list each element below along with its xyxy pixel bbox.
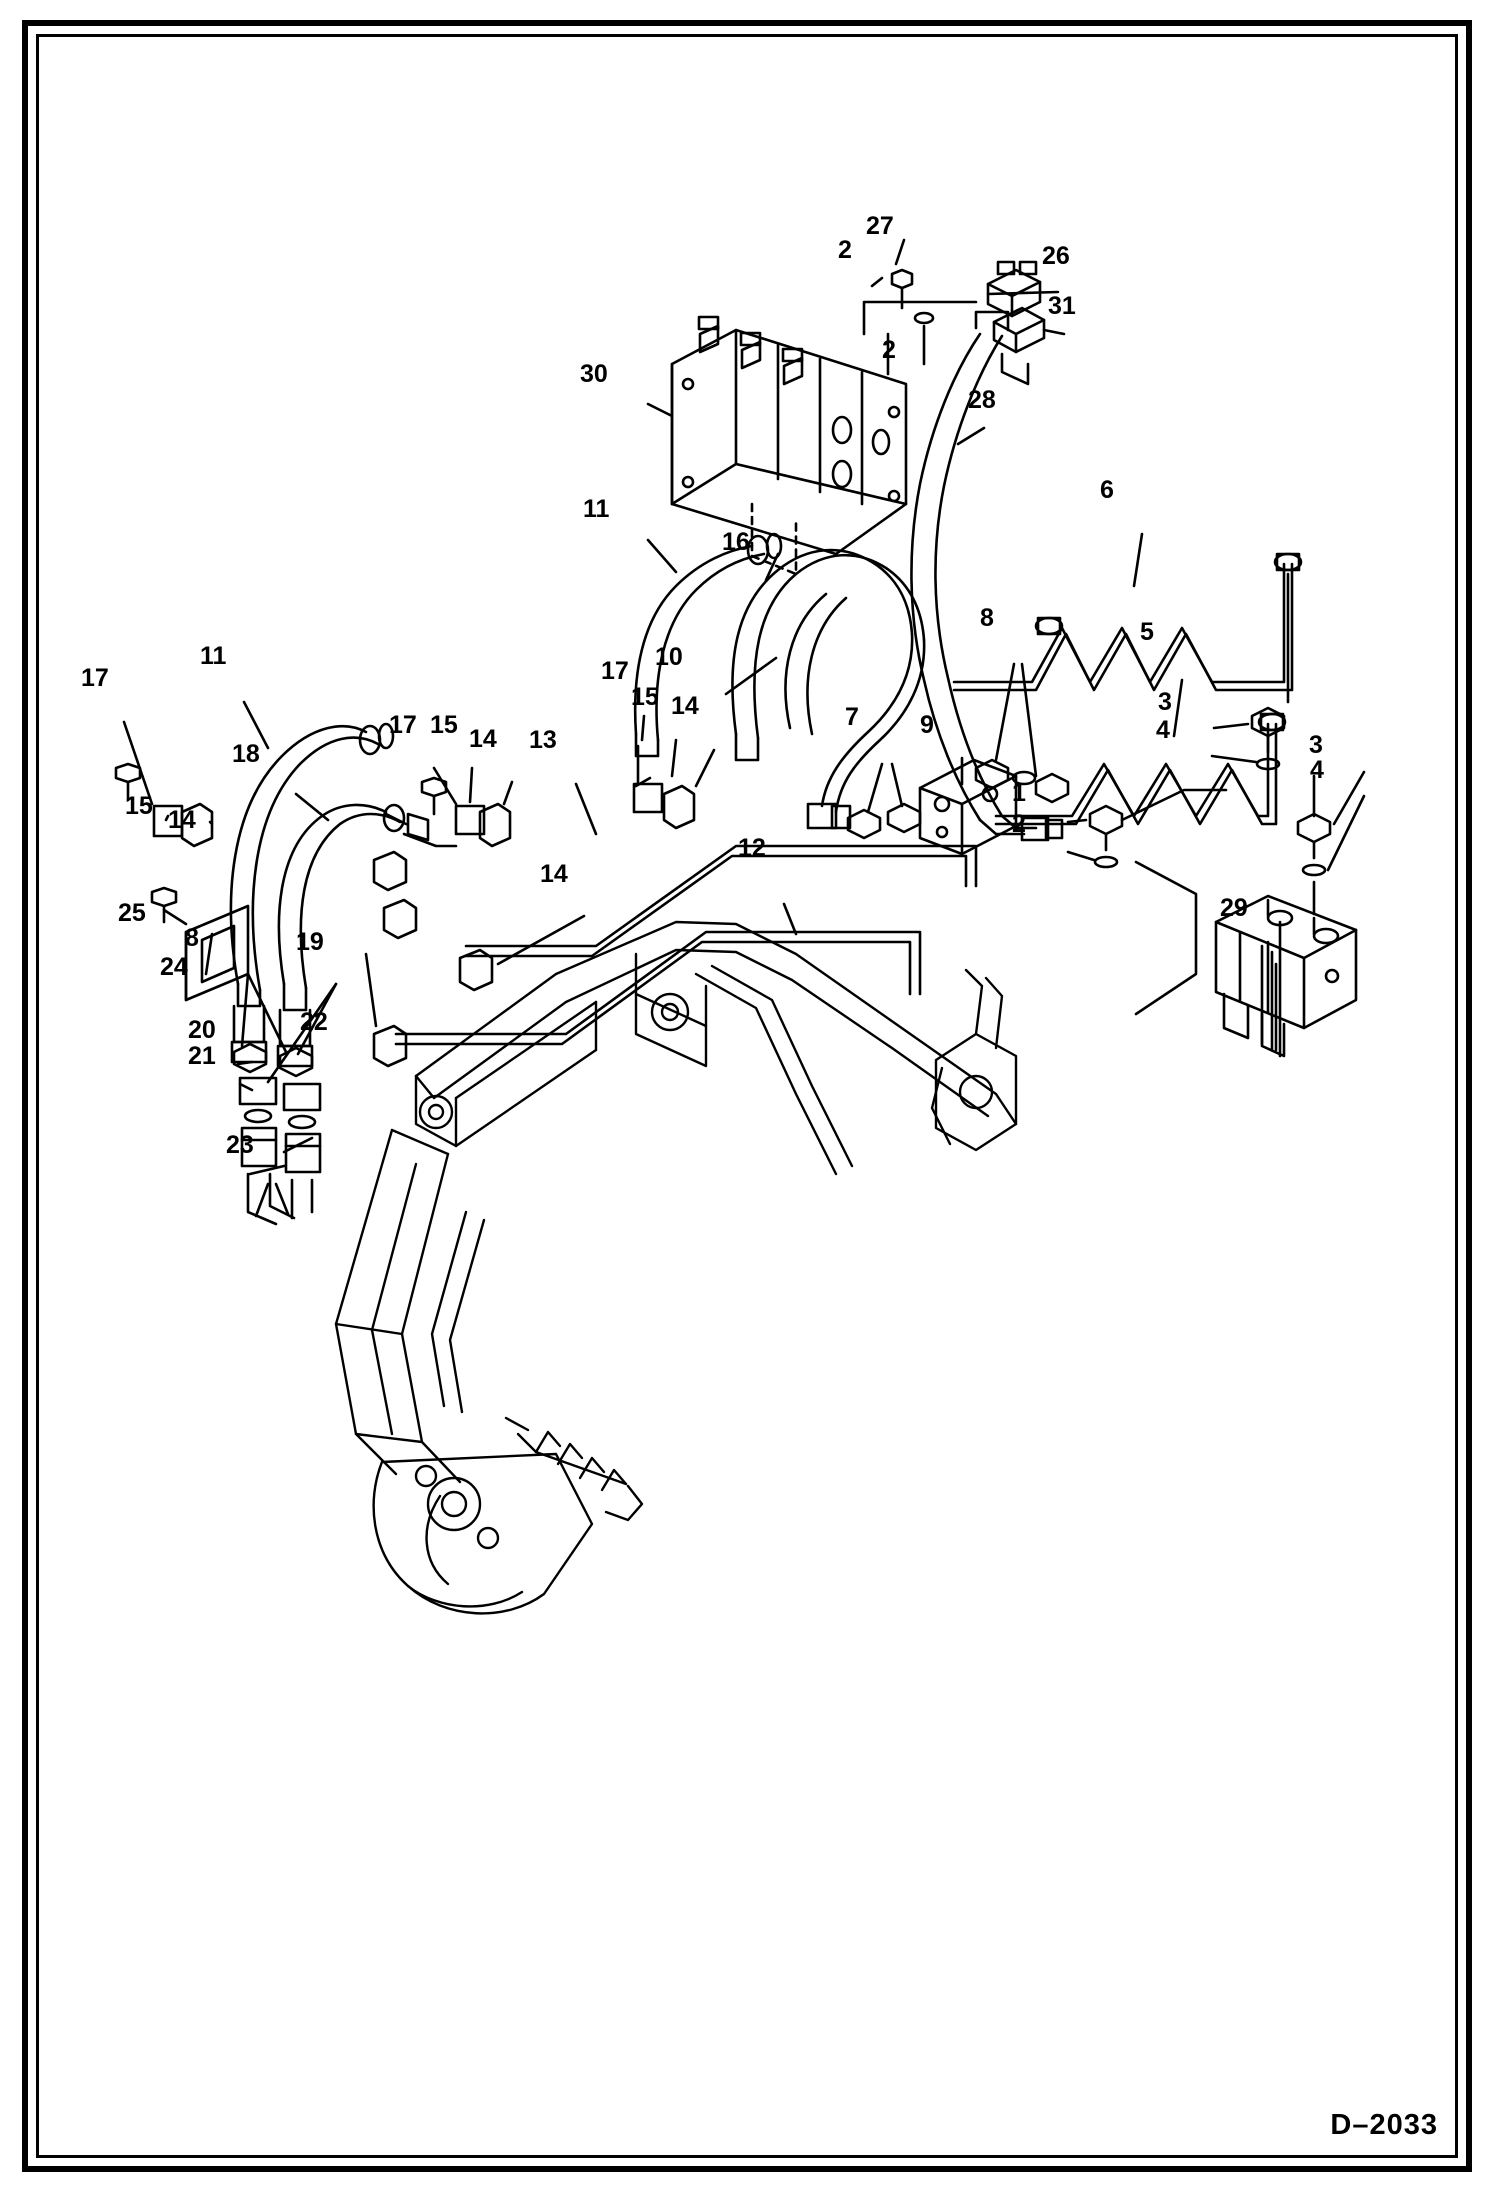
diagram-artwork	[36, 34, 1458, 2158]
leader-6	[1134, 534, 1142, 586]
clamp-set-b	[456, 804, 510, 846]
leader-8b	[242, 974, 248, 1046]
clamp-set-a	[634, 746, 694, 828]
callout-8b: 8	[185, 924, 199, 952]
callout-3a: 3	[1158, 688, 1172, 716]
leader-5	[1174, 680, 1182, 736]
callout-2c: 2	[1012, 810, 1026, 838]
leader-12	[784, 904, 796, 934]
callout-24: 24	[160, 953, 188, 981]
clamp-e	[374, 1026, 406, 1066]
callout-14a: 14	[671, 692, 699, 720]
boom-arm-assembly	[336, 922, 1016, 1613]
callout-25: 25	[118, 899, 146, 927]
callout-5: 5	[1140, 618, 1154, 646]
callout-2: 2	[838, 236, 852, 264]
clamp-f	[374, 852, 416, 938]
callout-23: 23	[226, 1131, 254, 1159]
callout-14c: 14	[168, 806, 196, 834]
callout-27: 27	[866, 212, 894, 240]
callout-13: 13	[529, 726, 557, 754]
callout-16: 16	[722, 528, 750, 556]
tube-6	[954, 554, 1301, 690]
callout-11a: 11	[583, 495, 610, 523]
callout-26: 26	[1042, 242, 1070, 270]
leader-25	[164, 910, 186, 924]
callout-31: 31	[1048, 292, 1076, 320]
tube-5	[996, 714, 1285, 824]
fastener-1	[1090, 806, 1122, 850]
fitting-26	[988, 262, 1040, 316]
fastener-7	[848, 804, 920, 838]
callout-6: 6	[1100, 476, 1114, 504]
leader-28	[958, 428, 984, 444]
bolt-25	[152, 888, 176, 922]
callout-9: 9	[920, 711, 934, 739]
bracket-9	[920, 760, 1016, 854]
callout-20: 20	[188, 1016, 216, 1044]
callout-30: 30	[580, 360, 608, 388]
leader-30	[648, 404, 672, 416]
callout-8a: 8	[980, 604, 994, 632]
callout-15a: 15	[631, 683, 659, 711]
fitting-31	[994, 308, 1044, 384]
leader-27	[896, 240, 904, 264]
callout-29: 29	[1220, 894, 1248, 922]
drawing-number: D–2033	[1330, 2109, 1438, 2141]
callout-17b: 17	[81, 664, 109, 692]
callout-18: 18	[232, 740, 260, 768]
callout-3b: 3	[1309, 731, 1323, 759]
callout-7: 7	[845, 703, 859, 731]
leader-13	[576, 784, 596, 834]
tube-12	[396, 932, 920, 1044]
washer-4b	[1303, 865, 1325, 875]
callout-10: 10	[655, 643, 683, 671]
leader-31	[1044, 330, 1064, 334]
fastener-3b	[1298, 814, 1330, 858]
callout-15c: 15	[125, 792, 153, 820]
callout-11b: 11	[200, 642, 227, 670]
hose-10-pair	[732, 550, 924, 828]
callout-19: 19	[296, 928, 324, 956]
washer-2c	[1095, 857, 1117, 867]
callout-14b: 14	[469, 725, 497, 753]
callout-12: 12	[738, 834, 766, 862]
control-valve-30	[672, 317, 906, 574]
callout-2b: 2	[882, 336, 896, 364]
leader-2a	[872, 278, 882, 286]
callout-17c: 17	[389, 711, 417, 739]
callout-22: 22	[300, 1008, 328, 1036]
callout-4b: 4	[1310, 756, 1324, 784]
callout-1: 1	[1012, 779, 1026, 807]
leader-11a	[648, 540, 676, 572]
callout-21: 21	[188, 1042, 216, 1070]
hose-10-second	[786, 594, 847, 734]
callout-15b: 15	[430, 711, 458, 739]
callout-17a: 17	[601, 657, 629, 685]
callout-14d: 14	[540, 860, 568, 888]
washer-2b	[915, 313, 933, 323]
parts-diagram	[36, 34, 1458, 2158]
callout-28: 28	[968, 386, 996, 414]
callout-4a: 4	[1156, 716, 1170, 744]
leader-18	[296, 794, 328, 820]
